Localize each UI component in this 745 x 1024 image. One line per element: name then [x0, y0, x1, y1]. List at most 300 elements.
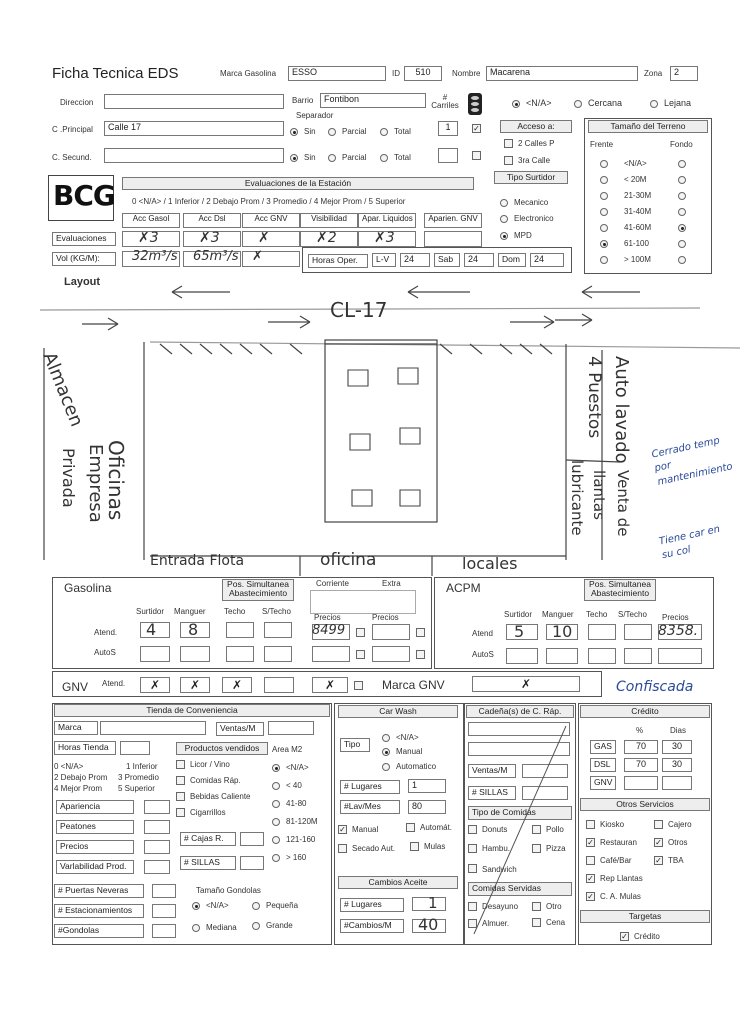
bcg-logo: BCG: [48, 175, 114, 221]
eval-col-header: Acc Dsl: [183, 213, 241, 228]
tienda-sillas-label: # SILLAS: [180, 856, 236, 870]
gas-pos-sim-box: [310, 590, 416, 614]
parcial-label: Parcial: [342, 127, 367, 136]
tamano-pequena-label: Pequeña: [266, 901, 299, 910]
credito-pct-input[interactable]: [624, 776, 658, 790]
proximity-na-radio[interactable]: [512, 100, 520, 108]
otro-servicio-label: Rep Llantas: [600, 874, 643, 883]
carwash-lugares-label: # Lugares: [340, 780, 400, 794]
pizza-label: Pizza: [546, 844, 566, 853]
zona-label: Zona: [644, 69, 663, 78]
carwash-automat-label: Automát.: [420, 823, 453, 832]
proximity-cercana-radio[interactable]: [574, 100, 582, 108]
direccion-label: Direccion: [60, 98, 94, 107]
otros-header: Otros Servicios: [580, 798, 710, 811]
cprincipal-input[interactable]: Calle 17: [104, 121, 284, 136]
tienda-attr-label: Peatones: [56, 820, 134, 834]
otro-servicio-label: Restauran: [600, 838, 637, 847]
proximity-na-label: <N/A>: [526, 98, 552, 108]
tamano-na-label: <N/A>: [206, 901, 229, 910]
credito-pct-input[interactable]: 70: [624, 758, 658, 772]
producto-check[interactable]: [176, 808, 185, 817]
terreno-fondo-radio[interactable]: [678, 240, 686, 248]
dom-input[interactable]: 24: [530, 253, 564, 267]
corriente-label: Corriente: [316, 579, 349, 588]
locales-label: locales: [462, 554, 518, 573]
lubricante-label: lubricante: [568, 460, 586, 536]
area-radio[interactable]: [272, 854, 280, 862]
tamano-grande-label: Grande: [266, 921, 293, 930]
gnv-manguer-input[interactable]: ✗: [180, 677, 210, 693]
gas-autos-label: AutoS: [94, 648, 116, 657]
traffic-light-icon: [468, 93, 482, 115]
terreno-option-label: > 100M: [624, 255, 651, 264]
entrada-label: Entrada Flota: [150, 553, 245, 569]
puertas-label: # Puertas Neveras: [54, 884, 144, 898]
separador2-sin-radio[interactable]: [290, 154, 298, 162]
oficinas-label: Oficinas: [104, 440, 128, 521]
gas-precio2-autos-check[interactable]: [416, 650, 425, 659]
area-radio[interactable]: [272, 800, 280, 808]
carwash-tipo-label: Tipo: [340, 738, 370, 752]
gas-surtidor-hw: 4: [146, 620, 157, 639]
acpm-techo-autos[interactable]: [588, 648, 616, 664]
gas-precio2-input[interactable]: [372, 624, 410, 640]
gas-precio-check[interactable]: [356, 628, 365, 637]
acceso-2calles-checkbox[interactable]: [504, 139, 513, 148]
oficina-label: oficina: [320, 550, 377, 570]
hambu-label: Hambu.: [482, 844, 511, 853]
carwash-auto-radio[interactable]: [382, 763, 390, 771]
cadena-sillas-label: # SILLAS: [468, 786, 516, 800]
gas-precio2-check[interactable]: [416, 628, 425, 637]
gas-surtidor-label: Surtidor: [136, 607, 165, 616]
cambios-hw: 40: [418, 915, 439, 934]
otro-servicio-label: Café/Bar: [600, 856, 632, 865]
carwash-manual-check[interactable]: ✓: [339, 825, 346, 834]
surtidor-electronico-radio[interactable]: [500, 215, 508, 223]
otro-servicio-check[interactable]: ✓: [587, 892, 594, 901]
carriles2-input[interactable]: [438, 148, 458, 163]
eval-row-label: Evaluaciones: [52, 232, 116, 246]
acpm-techo-atend[interactable]: [588, 624, 616, 640]
barrio-label: Barrio: [292, 96, 314, 105]
terreno-frente-radio[interactable]: [600, 176, 608, 184]
page-title: Ficha Tecnica EDS: [52, 65, 179, 82]
terreno-frente-radio[interactable]: [600, 256, 608, 264]
servidas-label: Comidas Servidas: [468, 882, 572, 896]
fondo-label: Fondo: [670, 140, 693, 149]
separador2-total-radio[interactable]: [380, 154, 388, 162]
gnv-title: GNV: [62, 680, 89, 694]
eval-cell-input[interactable]: [424, 231, 482, 247]
terreno-option-label: 31-40M: [624, 207, 652, 216]
credito-dias-label: Dias: [670, 726, 687, 735]
cajas-input[interactable]: [240, 832, 264, 846]
surtidor-mecanico-radio[interactable]: [500, 199, 508, 207]
producto-check[interactable]: [176, 776, 185, 785]
tamano-mediana-label: Mediana: [206, 923, 237, 932]
carwash-automat-check[interactable]: [406, 823, 415, 832]
otro-servicio-check[interactable]: ✓: [587, 874, 594, 883]
venta-label: Venta de: [614, 470, 632, 537]
proximity-lejana-radio[interactable]: [650, 100, 658, 108]
acpm-precios-label: Precios: [662, 613, 689, 622]
vol-cell-hw: 65m³/s: [193, 249, 239, 264]
acceso-header: Acceso a:: [500, 120, 572, 133]
tamano-grande-radio[interactable]: [252, 922, 260, 930]
credito-row-label: GNV: [590, 776, 616, 790]
gas-pos-sim: Pos. Simultanea Abastecimiento: [222, 579, 294, 601]
tamano-label: Tamaño Gondolas: [196, 886, 261, 895]
tienda-attr-input[interactable]: [144, 800, 170, 814]
tamano-na-radio[interactable]: [192, 902, 200, 910]
terreno-option-label: 41-60M: [624, 223, 652, 232]
otro-servicio-check[interactable]: ✓: [587, 838, 594, 847]
estacionamientos-input[interactable]: [152, 904, 176, 918]
cadena-ventas-label: Ventas/M: [468, 764, 516, 778]
terreno-frente-radio[interactable]: [600, 240, 608, 248]
gas-techo-autos[interactable]: [226, 646, 254, 662]
gas-precio-autos-check[interactable]: [356, 650, 365, 659]
acceso-3ra-checkbox[interactable]: [504, 156, 513, 165]
evaluaciones-header: Evaluaciones de la Estación: [122, 177, 474, 190]
terreno-fondo-radio[interactable]: [678, 176, 686, 184]
acpm-stecho-autos[interactable]: [624, 648, 652, 664]
gas-precios2-label: Precios: [372, 613, 399, 622]
tienda-scale-item: 1 Inferior: [126, 762, 158, 771]
acpm-stecho-label: S/Techo: [618, 610, 647, 619]
carriles-checkbox[interactable]: ✓: [473, 124, 480, 133]
tienda-scale-item: 2 Debajo Prom: [54, 773, 108, 782]
gas-manguer-autos[interactable]: [180, 646, 210, 662]
carwash-manual-label: Manual: [396, 747, 423, 756]
gas-stecho-label: S/Techo: [262, 607, 291, 616]
gas-surtidor-autos[interactable]: [140, 646, 170, 662]
proximity-cercana-label: Cercana: [588, 98, 623, 108]
acpm-manguer-label: Manguer: [542, 610, 574, 619]
aceite-lugares-label: # Lugares: [340, 898, 404, 912]
credito-pct-label: %: [636, 726, 644, 735]
eval-cell-hw: ✗: [258, 230, 270, 246]
confiscada-note: Confiscada: [616, 679, 694, 695]
otro-servicio-label: TBA: [668, 856, 684, 865]
terreno-fondo-radio[interactable]: [678, 224, 686, 232]
area-radio[interactable]: [272, 818, 280, 826]
gondolas-input[interactable]: [152, 924, 176, 938]
area-label-opt: 41-80: [286, 799, 307, 808]
targetas-credito-label: Crédito: [634, 932, 660, 941]
gas-techo-atend[interactable]: [226, 622, 254, 638]
tipo-surtidor-header: Tipo Surtidor: [494, 171, 568, 184]
targetas-credito-check[interactable]: ✓: [621, 932, 628, 941]
productos-header: Productos vendidos: [176, 742, 268, 755]
tienda-sillas-input[interactable]: [240, 856, 264, 870]
carwash-mulas-label: Mulas: [424, 842, 446, 851]
desayuno-label: Desayuno: [482, 902, 519, 911]
note-cerrado: Cerrado temp por mantenimiento: [650, 435, 734, 488]
lv-label: L-V: [372, 253, 396, 267]
almacen-label: Almacen: [38, 349, 88, 430]
targetas-header: Targetas: [580, 910, 710, 923]
almuer-label: Almuer.: [482, 919, 510, 928]
gnv-surtidor-input[interactable]: ✗: [140, 677, 170, 693]
sin2-label: Sin: [304, 153, 316, 162]
empresa-label: Empresa: [85, 444, 106, 523]
eval-col-header: Apar. Liquidos: [358, 213, 416, 228]
parcial2-label: Parcial: [342, 153, 367, 162]
total2-label: Total: [394, 153, 411, 162]
producto-label: Licor / Vino: [190, 760, 230, 769]
carwash-lavmes-input[interactable]: 80: [408, 800, 446, 814]
acpm-surtidor-hw: 5: [514, 622, 525, 641]
tienda-horas-label: Horas Tienda: [54, 741, 116, 755]
lv-input[interactable]: 24: [400, 253, 430, 267]
surtidor-mpd-label: MPD: [514, 231, 532, 240]
carwash-secado-label: Secado Aut.: [352, 844, 396, 853]
acpm-precio-hw: 8358.: [658, 623, 699, 639]
sab-input[interactable]: 24: [464, 253, 494, 267]
carwash-lugares-input[interactable]: 1: [408, 779, 446, 793]
area-label-opt: 81-120M: [286, 817, 318, 826]
eval-cell-hw: ✗3: [374, 230, 395, 246]
vol-cell-hw: ✗: [252, 249, 263, 264]
cajas-label: # Cajas R.: [180, 832, 236, 846]
puertas-input[interactable]: [152, 884, 176, 898]
nombre-input[interactable]: Macarena: [486, 66, 638, 81]
tienda-header: Tienda de Conveniencia: [54, 704, 330, 717]
vol-row-label: Vol (KG/M):: [52, 252, 116, 266]
tienda-scale-item: 4 Mejor Prom: [54, 784, 103, 793]
producto-label: Bebidas Caliente: [190, 792, 251, 801]
gas-manguer-hw: 8: [188, 620, 199, 639]
cadena-strike: [466, 718, 574, 942]
proximity-lejana-label: Lejana: [664, 98, 692, 108]
terreno-header: Tamaño del Terreno: [588, 120, 708, 133]
terreno-option-label: 21-30M: [624, 191, 652, 200]
marca-label: Marca Gasolina: [220, 69, 277, 78]
acpm-manguer-autos[interactable]: [546, 648, 578, 664]
carwash-na-radio[interactable]: [382, 734, 390, 742]
terreno-option-label: <N/A>: [624, 159, 647, 168]
terreno-fondo-radio[interactable]: [678, 256, 686, 264]
eval-cell-input[interactable]: [242, 231, 300, 247]
tienda-scale-item: 0 <N/A>: [54, 762, 84, 771]
producto-label: Cigarrillos: [190, 808, 226, 817]
marca-gnv-label: Marca GNV: [382, 678, 445, 692]
aceite-header: Cambios Aceite: [338, 876, 458, 889]
separador2-parcial-radio[interactable]: [328, 154, 336, 162]
credito-pct-input[interactable]: 70: [624, 740, 658, 754]
estacionamientos-label: # Estacionamientos: [54, 904, 144, 918]
acpm-pos-sim: Pos. Simultanea Abastecimiento: [584, 579, 656, 601]
area-label-opt: 121-160: [286, 835, 316, 844]
terreno-fondo-radio[interactable]: [678, 160, 686, 168]
tamano-pequena-radio[interactable]: [252, 902, 260, 910]
acceso-2calles-label: 2 Calles P: [518, 139, 555, 148]
carwash-manual-check-label: Manual: [352, 825, 379, 834]
nombre-label: Nombre: [452, 69, 481, 78]
gas-manguer-label: Manguer: [174, 607, 206, 616]
terreno-frente-radio[interactable]: [600, 208, 608, 216]
carriles2-checkbox[interactable]: [472, 151, 481, 160]
layout-title: Layout: [64, 276, 101, 288]
eval-cell-hw: ✗3: [138, 230, 159, 246]
carwash-lavmes-label: #Lav/Mes: [340, 800, 400, 814]
gas-precios-label: Precios: [314, 613, 341, 622]
credito-row-label: GAS: [590, 740, 616, 754]
pollo-label: Pollo: [546, 825, 564, 834]
gnv-precio-check[interactable]: [354, 681, 363, 690]
gnv-precio-input[interactable]: ✗: [312, 677, 348, 693]
autolavado-label: Auto lavado: [611, 356, 632, 464]
area-label-opt: <N/A>: [286, 763, 309, 772]
layout-sketch: [0, 280, 745, 580]
acpm-title: ACPM: [446, 581, 481, 595]
area-radio[interactable]: [272, 782, 280, 790]
cambios-label: #Cambios/M: [340, 919, 404, 933]
surtidor-electronico-label: Electronico: [514, 214, 554, 223]
zona-input[interactable]: 2: [670, 66, 698, 81]
terreno-fondo-radio[interactable]: [678, 192, 686, 200]
gas-precio2-autos[interactable]: [372, 646, 410, 662]
area-label-opt: < 40: [286, 781, 302, 790]
carwash-na-label: <N/A>: [396, 733, 419, 742]
otro-servicio-label: Cajero: [668, 820, 692, 829]
gas-precio-autos[interactable]: [312, 646, 350, 662]
tienda-attr-label: Varlabilidad Prod.: [56, 860, 134, 874]
barrio-input[interactable]: Fontibon: [320, 93, 426, 108]
acpm-manguer-hw: 10: [552, 622, 573, 641]
acceso-3ra-label: 3ra Calle: [518, 156, 551, 165]
terreno-fondo-radio[interactable]: [678, 208, 686, 216]
eval-cell-hw: ✗2: [316, 230, 337, 246]
tienda-attr-label: Apariencia: [56, 800, 134, 814]
producto-check[interactable]: [176, 792, 185, 801]
gnv-techo-input[interactable]: ✗: [222, 677, 252, 693]
id-label: ID: [392, 69, 400, 78]
acpm-autos-label: AutoS: [472, 650, 494, 659]
tienda-attr-input[interactable]: [144, 840, 170, 854]
acpm-precio-autos[interactable]: [658, 648, 702, 664]
id-input[interactable]: 510: [404, 66, 442, 81]
sandwich-label: Sandwich: [482, 865, 517, 874]
producto-check[interactable]: [176, 760, 185, 769]
otro-servicio-check[interactable]: ✓: [655, 856, 662, 865]
credito-dias-input[interactable]: 30: [662, 740, 692, 754]
eval-col-header: Visibilidad: [300, 213, 358, 228]
acpm-surtidor-autos[interactable]: [506, 648, 538, 664]
terreno-frente-radio[interactable]: [600, 192, 608, 200]
tienda-ventas-label: Ventas/M: [216, 722, 264, 736]
carwash-auto-label: Automatico: [396, 762, 437, 771]
gas-techo-label: Techo: [224, 607, 246, 616]
vol-cell-hw: 32m³/s: [132, 249, 178, 264]
horas-label: Horas Oper.: [308, 254, 368, 268]
marca-gnv-input[interactable]: ✗: [472, 676, 580, 692]
donuts-label: Donuts: [482, 825, 508, 834]
tamano-mediana-radio[interactable]: [192, 924, 200, 932]
tipo-comidas-label: Tipo de Comidas: [468, 806, 572, 820]
cena-label: Cena: [546, 918, 566, 927]
surtidor-mpd-radio[interactable]: [500, 232, 508, 240]
carwash-header: Car Wash: [338, 705, 458, 718]
otro-servicio-check[interactable]: ✓: [655, 838, 662, 847]
terreno-frente-radio[interactable]: [600, 160, 608, 168]
gas-stecho-autos[interactable]: [264, 646, 292, 662]
aceite-lugares-hw: 1: [428, 894, 438, 912]
tienda-marca-input[interactable]: [100, 721, 206, 735]
tienda-attr-input[interactable]: [144, 860, 170, 874]
terreno-option-label: 61-100: [624, 239, 649, 248]
otro-servicio-check[interactable]: [586, 856, 595, 865]
carriles-label: # Carriles: [431, 93, 459, 110]
credito-header: Crédito: [580, 705, 710, 718]
area-radio[interactable]: [272, 836, 280, 844]
area-radio[interactable]: [272, 764, 280, 772]
gasolina-title: Gasolina: [64, 581, 112, 595]
cadena-header: Cadeña(s) de C. Ráp.: [466, 705, 574, 718]
otro-servicio-label: C. A. Mulas: [600, 892, 641, 901]
separador-sin-radio[interactable]: [290, 128, 298, 136]
dom-label: Dom: [498, 253, 526, 267]
csecund-input[interactable]: [104, 148, 284, 163]
gnv-stecho-input[interactable]: [264, 677, 294, 693]
credito-row-label: DSL: [590, 758, 616, 772]
eval-col-header: Acc Gasol: [122, 213, 180, 228]
eval-col-header: Acc GNV: [242, 213, 300, 228]
carriles-input[interactable]: 1: [438, 121, 458, 136]
separador-total-radio[interactable]: [380, 128, 388, 136]
otro-label: Otro: [546, 902, 562, 911]
eval-cell-hw: ✗3: [199, 230, 220, 246]
tienda-attr-input[interactable]: [144, 820, 170, 834]
tienda-ventas-input[interactable]: [268, 721, 314, 735]
producto-label: Comidas Ráp.: [190, 776, 241, 785]
carwash-mulas-check[interactable]: [410, 842, 419, 851]
terreno-option-label: < 20M: [624, 175, 647, 184]
gas-atend-label: Atend.: [94, 628, 118, 637]
sin-label: Sin: [304, 127, 316, 136]
acpm-surtidor-label: Surtidor: [504, 610, 533, 619]
tienda-horas-input[interactable]: [120, 741, 150, 755]
surtidor-mecanico-label: Mecanico: [514, 198, 549, 207]
carwash-secado-check[interactable]: [338, 844, 347, 853]
otro-servicio-label: Otros: [668, 838, 688, 847]
credito-dias-input[interactable]: [662, 776, 692, 790]
gas-stecho-atend[interactable]: [264, 622, 292, 638]
privada-label: Privada: [59, 448, 78, 508]
vol-cell-input[interactable]: [242, 251, 300, 267]
total-label: Total: [394, 127, 411, 136]
sab-label: Sab: [434, 253, 460, 267]
llantas-label: llantas: [590, 470, 608, 520]
separador-parcial-radio[interactable]: [328, 128, 336, 136]
area-label: Area M2: [272, 745, 303, 754]
terreno-frente-radio[interactable]: [600, 224, 608, 232]
carwash-manual-radio[interactable]: [382, 748, 390, 756]
marca-input[interactable]: ESSO: [288, 66, 386, 81]
gas-precio-hw: 8499: [312, 623, 346, 638]
acpm-stecho-atend[interactable]: [624, 624, 652, 640]
otro-servicio-check[interactable]: [654, 820, 663, 829]
evaluaciones-scale: 0 <N/A> / 1 Inferior / 2 Debajo Prom / 3 Promedio / 4 Mejor Prom / 5 Superior: [132, 197, 406, 206]
credito-dias-input[interactable]: 30: [662, 758, 692, 772]
acpm-techo-label: Techo: [586, 610, 608, 619]
frente-label: Frente: [590, 140, 614, 149]
direccion-input[interactable]: [104, 94, 284, 109]
otro-servicio-check[interactable]: [586, 820, 595, 829]
